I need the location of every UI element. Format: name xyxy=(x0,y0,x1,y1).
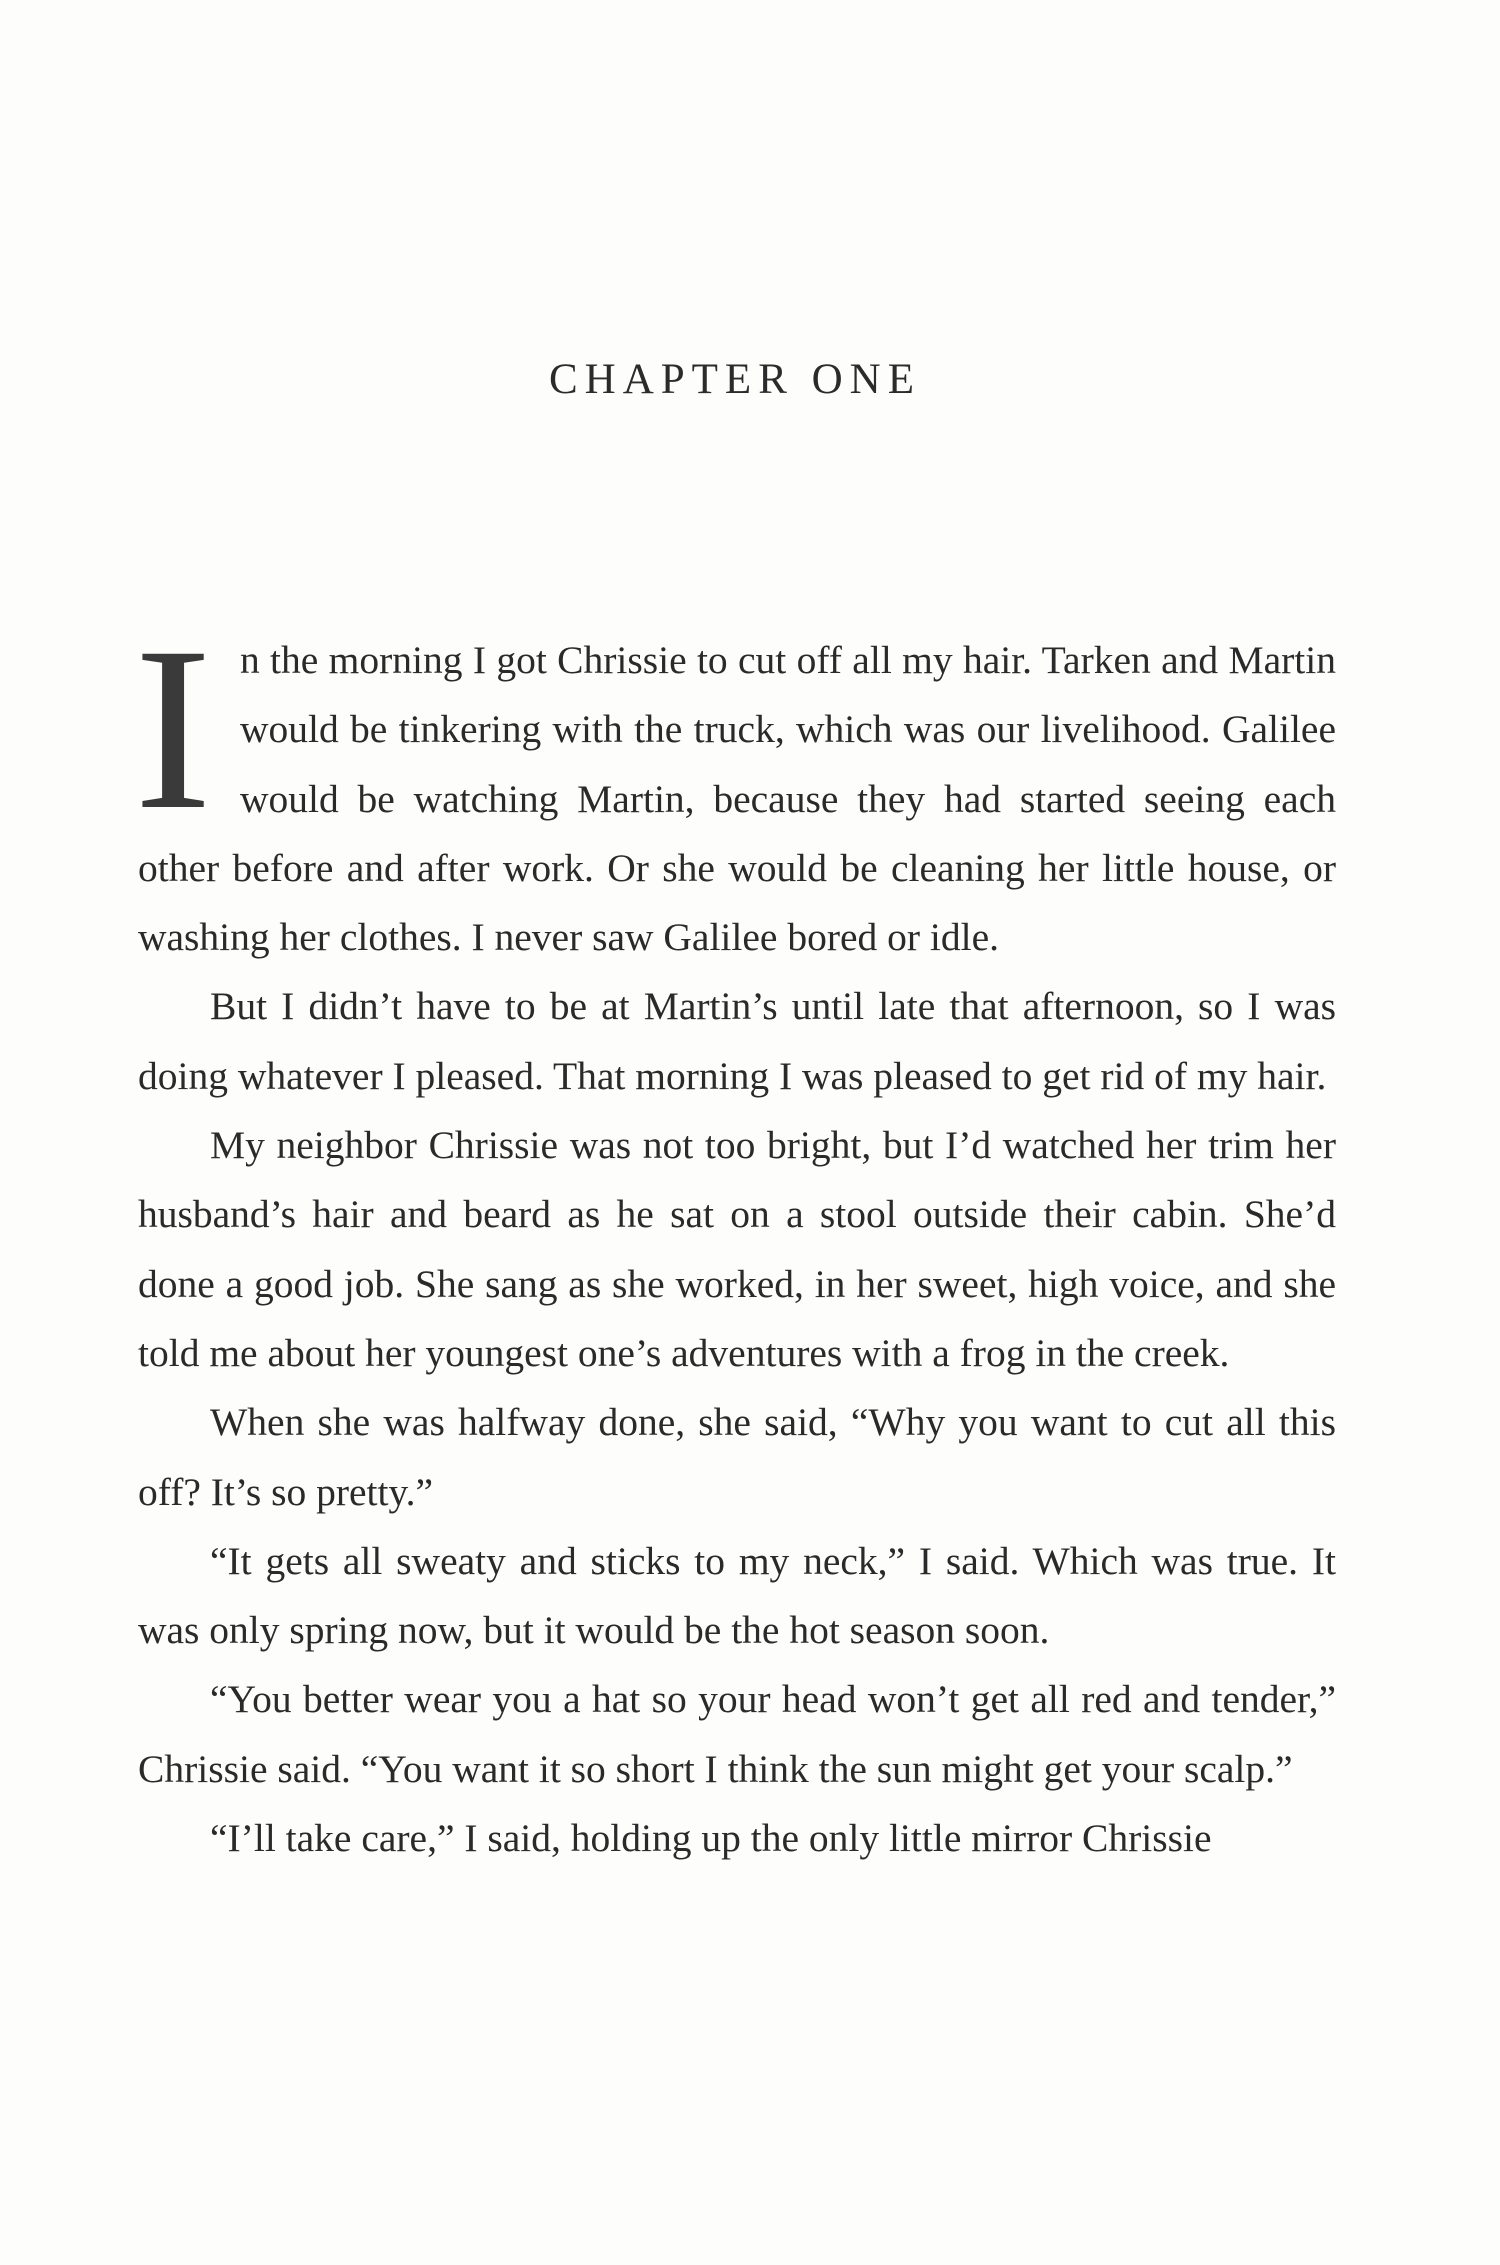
drop-cap: I xyxy=(134,598,212,858)
paragraph-7: “I’ll take care,” I said, holding up the only little mirror Chrissie xyxy=(210,1816,1212,1861)
paragraph-4: When she was halfway done, she said, “Why you want to cut all this off? It’s so pretty.” xyxy=(138,1400,1336,1514)
paragraph-3: My neighbor Chrissie was not too bright, but I’d watched her trim her husband’s hair and beard as he sat on a stool outside their cabin. She’d done a good job. She sang as she worked, in her sweet, high voice, and she told me about her youngest one’s adventures with a frog in the creek. xyxy=(138,1123,1336,1375)
paragraph-1-text: n the morning I got Chrissie to cut off all my hair. Tarken and Martin would be tinkering with the truck, which was our livelihood. Galilee would be watching Martin, because they had started seeing each other before and after work. Or she would be cleaning her little house, or washing her clothes. I never saw Galilee bored or idle. xyxy=(138,638,1336,960)
paragraph-6: “You better wear you a hat so your head won’t get all red and tender,” Chrissie said. “You want it so short I think the sun might get your scalp.” xyxy=(138,1677,1336,1791)
paragraph-1 xyxy=(134,598,1336,972)
chapter-body xyxy=(134,598,1336,1873)
paragraph-2: But I didn’t have to be at Martin’s until late that afternoon, so I was doing whatever I pleased. That morning I was pleased to get rid of my hair. xyxy=(138,984,1336,1098)
chapter-title: CHAPTER ONE xyxy=(548,356,922,403)
paragraph-5: “It gets all sweaty and sticks to my neck,” I said. Which was true. It was only spring now, but it would be the hot season soon. xyxy=(138,1538,1336,1653)
